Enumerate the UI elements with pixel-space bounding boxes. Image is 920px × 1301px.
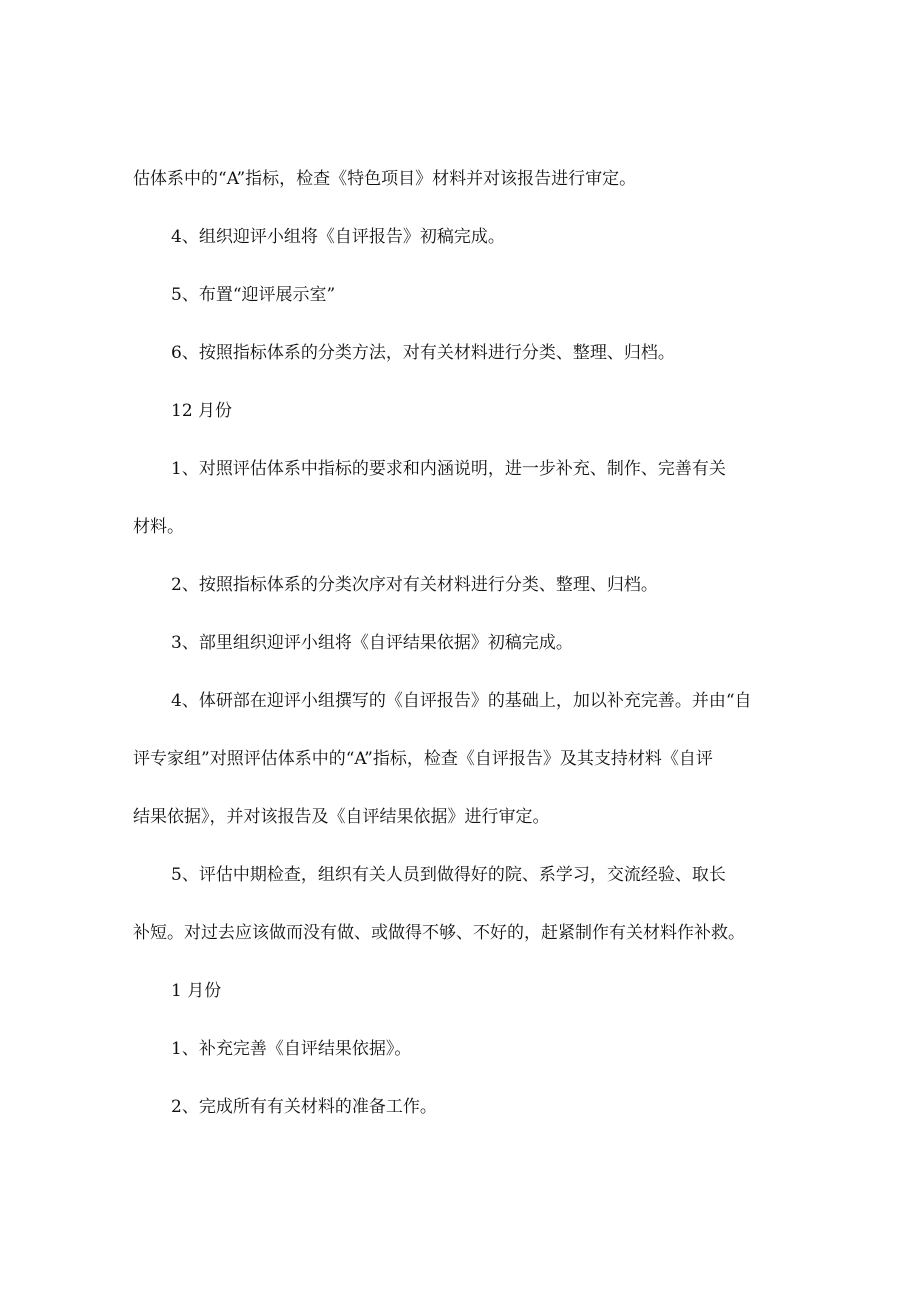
paragraph-line: 3、部里组织迎评小组将《自评结果依据》初稿完成。 [171, 633, 573, 653]
november-item-5 [133, 280, 793, 310]
december-item-5 [133, 860, 793, 948]
december-item-4 [133, 686, 793, 832]
paragraph-line: 5、评估中期检查，组织有关人员到做得好的院、系学习，交流经验、取长 [171, 865, 726, 885]
paragraph-line: 结果依据》，并对该报告及《自评结果依据》进行审定。 [133, 807, 550, 827]
paragraph-line: 1、补充完善《自评结果依据》。 [171, 1039, 412, 1059]
paragraph-line: 材料。 [133, 517, 184, 537]
december-heading [133, 396, 793, 426]
january-item-2 [133, 1092, 793, 1122]
december-item-2 [133, 570, 793, 600]
january-item-1 [133, 1034, 793, 1064]
document-body [133, 164, 793, 1150]
paragraph-line: 评专家组”对照评估体系中的“A”指标，检查《自评报告》及其支持材料《自评 [133, 749, 713, 769]
paragraph-line: 5、布置“迎评展示室” [171, 285, 336, 305]
december-item-1 [133, 454, 793, 542]
paragraph-line: 6、按照指标体系的分类方法，对有关材料进行分类、整理、归档。 [171, 343, 675, 363]
november-item-4 [133, 222, 793, 252]
paragraph-line: 2、完成所有有关材料的准备工作。 [171, 1097, 437, 1117]
month-heading: 1 月份 [171, 981, 222, 1001]
month-heading: 12 月份 [171, 401, 233, 421]
paragraph-line: 估体系中的“A”指标，检查《特色项目》材料并对该报告进行审定。 [133, 169, 637, 189]
december-item-3 [133, 628, 793, 658]
january-heading [133, 976, 793, 1006]
paragraph-line: 补短。对过去应该做而没有做、或做得不够、不好的，赶紧制作有关材料作补救。 [133, 923, 745, 943]
paragraph-line: 4、体研部在迎评小组撰写的《自评报告》的基础上，加以补充完善。并由“自 [171, 691, 752, 711]
paragraph-line: 4、组织迎评小组将《自评报告》初稿完成。 [171, 227, 505, 247]
continued-paragraph [133, 164, 793, 194]
paragraph-line: 2、按照指标体系的分类次序对有关材料进行分类、整理、归档。 [171, 575, 658, 595]
paragraph-line: 1、对照评估体系中指标的要求和内涵说明，进一步补充、制作、完善有关 [171, 459, 726, 479]
november-item-6 [133, 338, 793, 368]
